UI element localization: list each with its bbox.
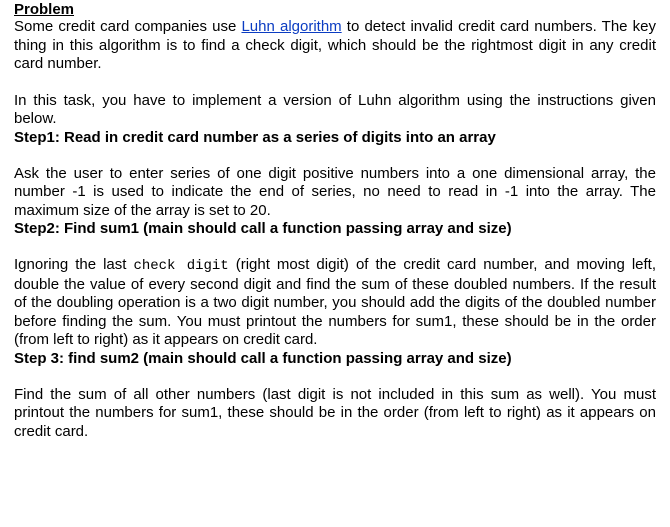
step1-heading: Step1: Read in credit card number as a series of digits into an array: [14, 128, 496, 146]
intro-text-after-link: to detect invalid credit card numbers. The key thing in this algorithm is to find a check digit, which should be the rightmost digit in any credit card number.: [14, 18, 656, 72]
step2-body-before-code: Ignoring the last: [14, 256, 134, 273]
step2-body: [14, 256, 656, 350]
problem-title: Problem: [14, 1, 75, 18]
step2-heading: Step2: Find sum1 (main should call a function passing array and size): [14, 220, 512, 237]
check-digit-code: check digit: [133, 258, 229, 274]
intro-paragraph: [14, 18, 656, 74]
task-paragraph: In this task, you have to implement a version of Luhn algorithm using the instructions given below.: [14, 91, 656, 127]
luhn-algorithm-link[interactable]: Luhn algorithm: [241, 18, 342, 35]
step3-heading: Step 3: find sum2 (main should call a function passing array and size): [14, 349, 512, 367]
step1-body: Ask the user to enter series of one digit positive numbers into a one dimensional array, the number -1 is used to indicate the end of series, no need to read in -1 into the array. The maximum size of the array is set to 20.: [14, 164, 656, 219]
step3-body: Find the sum of all other numbers (last digit is not included in this sum as well). You must printout the numbers for sum1, these should be in the order (from left to right) as it appears on credit card.: [14, 385, 656, 440]
step2-body-after-code: (right most digit) of the credit card number, and moving left, double the value of every second digit and find the sum of these doubled numbers. If the result of the doubling operation is a two digit number, you should add the digits of the doubled number before finding the sum. You must printout the numbers for sum1, these should be in the order (from left to right) as it appears on credit card.: [14, 256, 656, 348]
intro-text-before-link: Some credit card companies use: [14, 18, 242, 35]
